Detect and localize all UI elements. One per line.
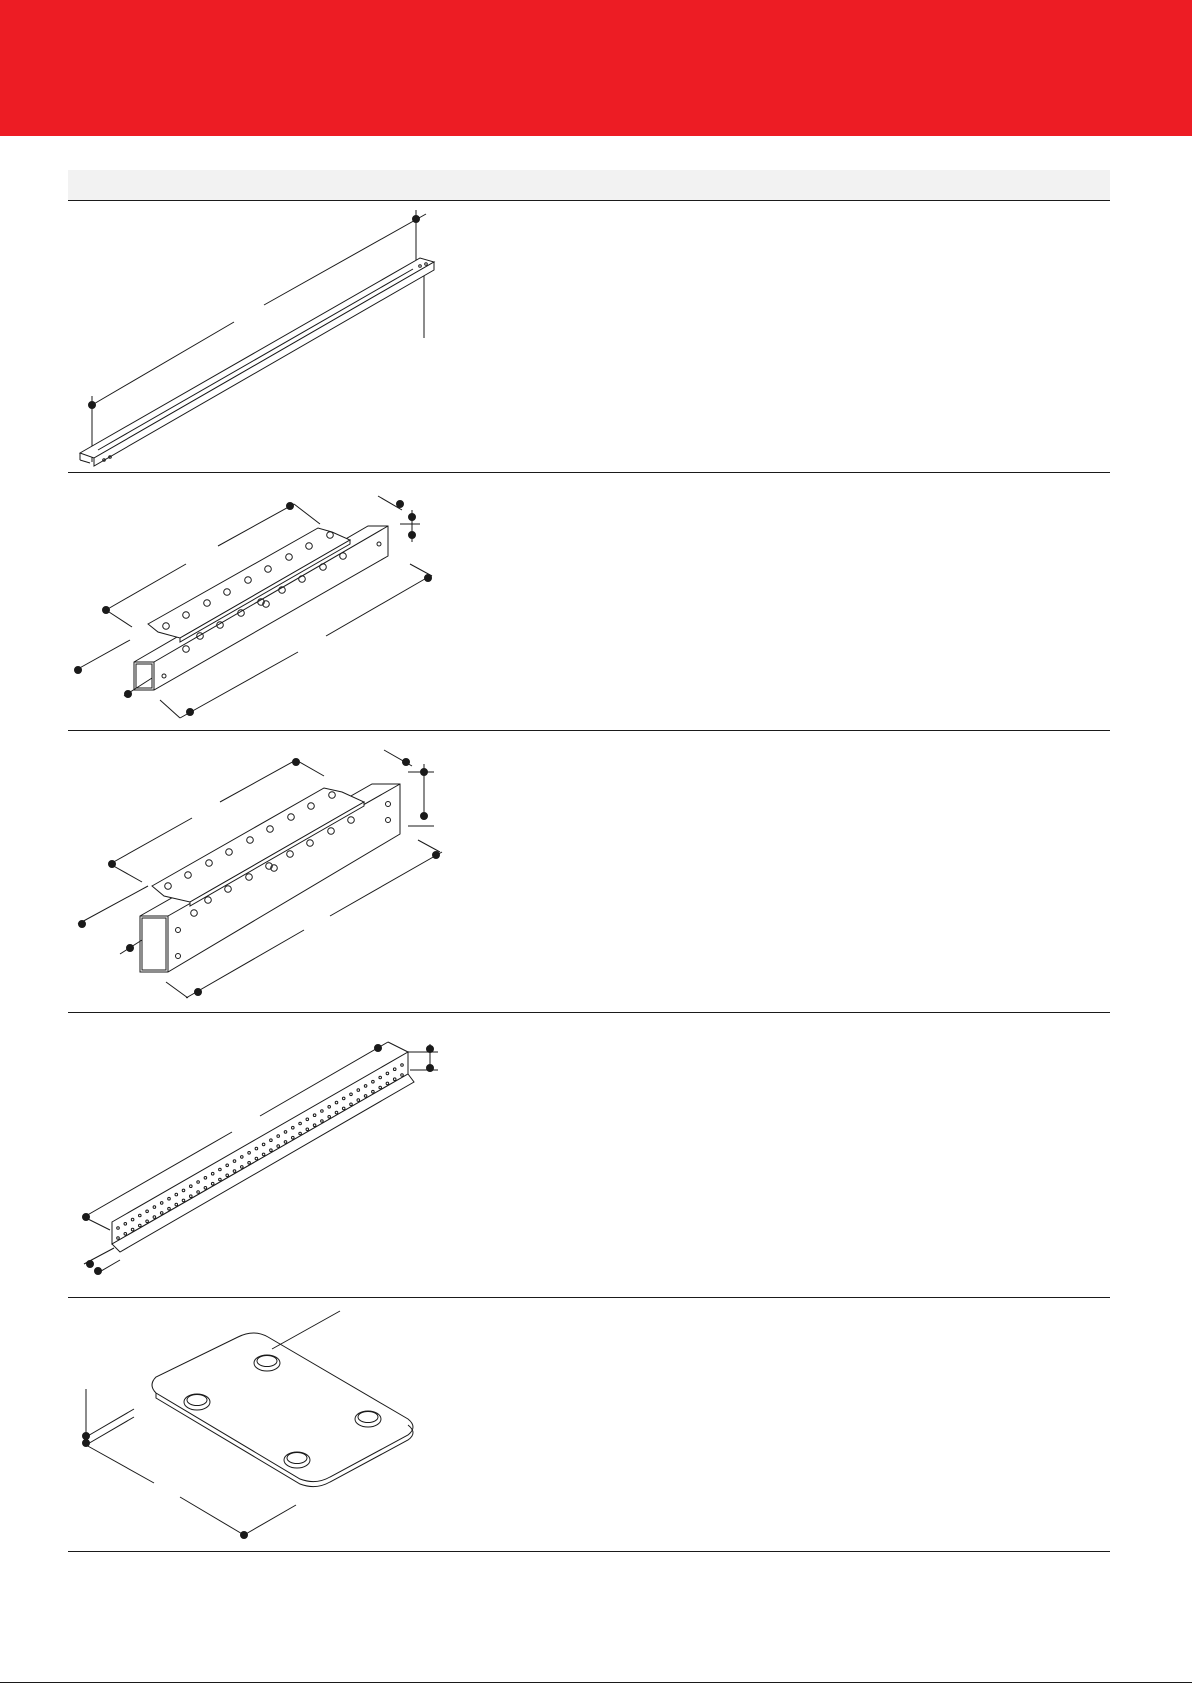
base-plate-drawing <box>68 1297 448 1551</box>
table-row <box>68 1012 1110 1298</box>
table-row <box>68 1297 1110 1552</box>
header-banner <box>0 0 1192 136</box>
table-header <box>68 170 1110 201</box>
angle-rail-drawing <box>68 200 448 472</box>
table-row <box>68 200 1110 473</box>
table-row <box>68 730 1110 1013</box>
box-beam-joiner-long-drawing <box>68 730 448 1012</box>
table-row <box>68 472 1110 731</box>
perforated-angle-drawing <box>68 1012 448 1297</box>
box-beam-joiner-short-drawing <box>68 472 448 730</box>
footer-rule <box>0 1682 1192 1683</box>
